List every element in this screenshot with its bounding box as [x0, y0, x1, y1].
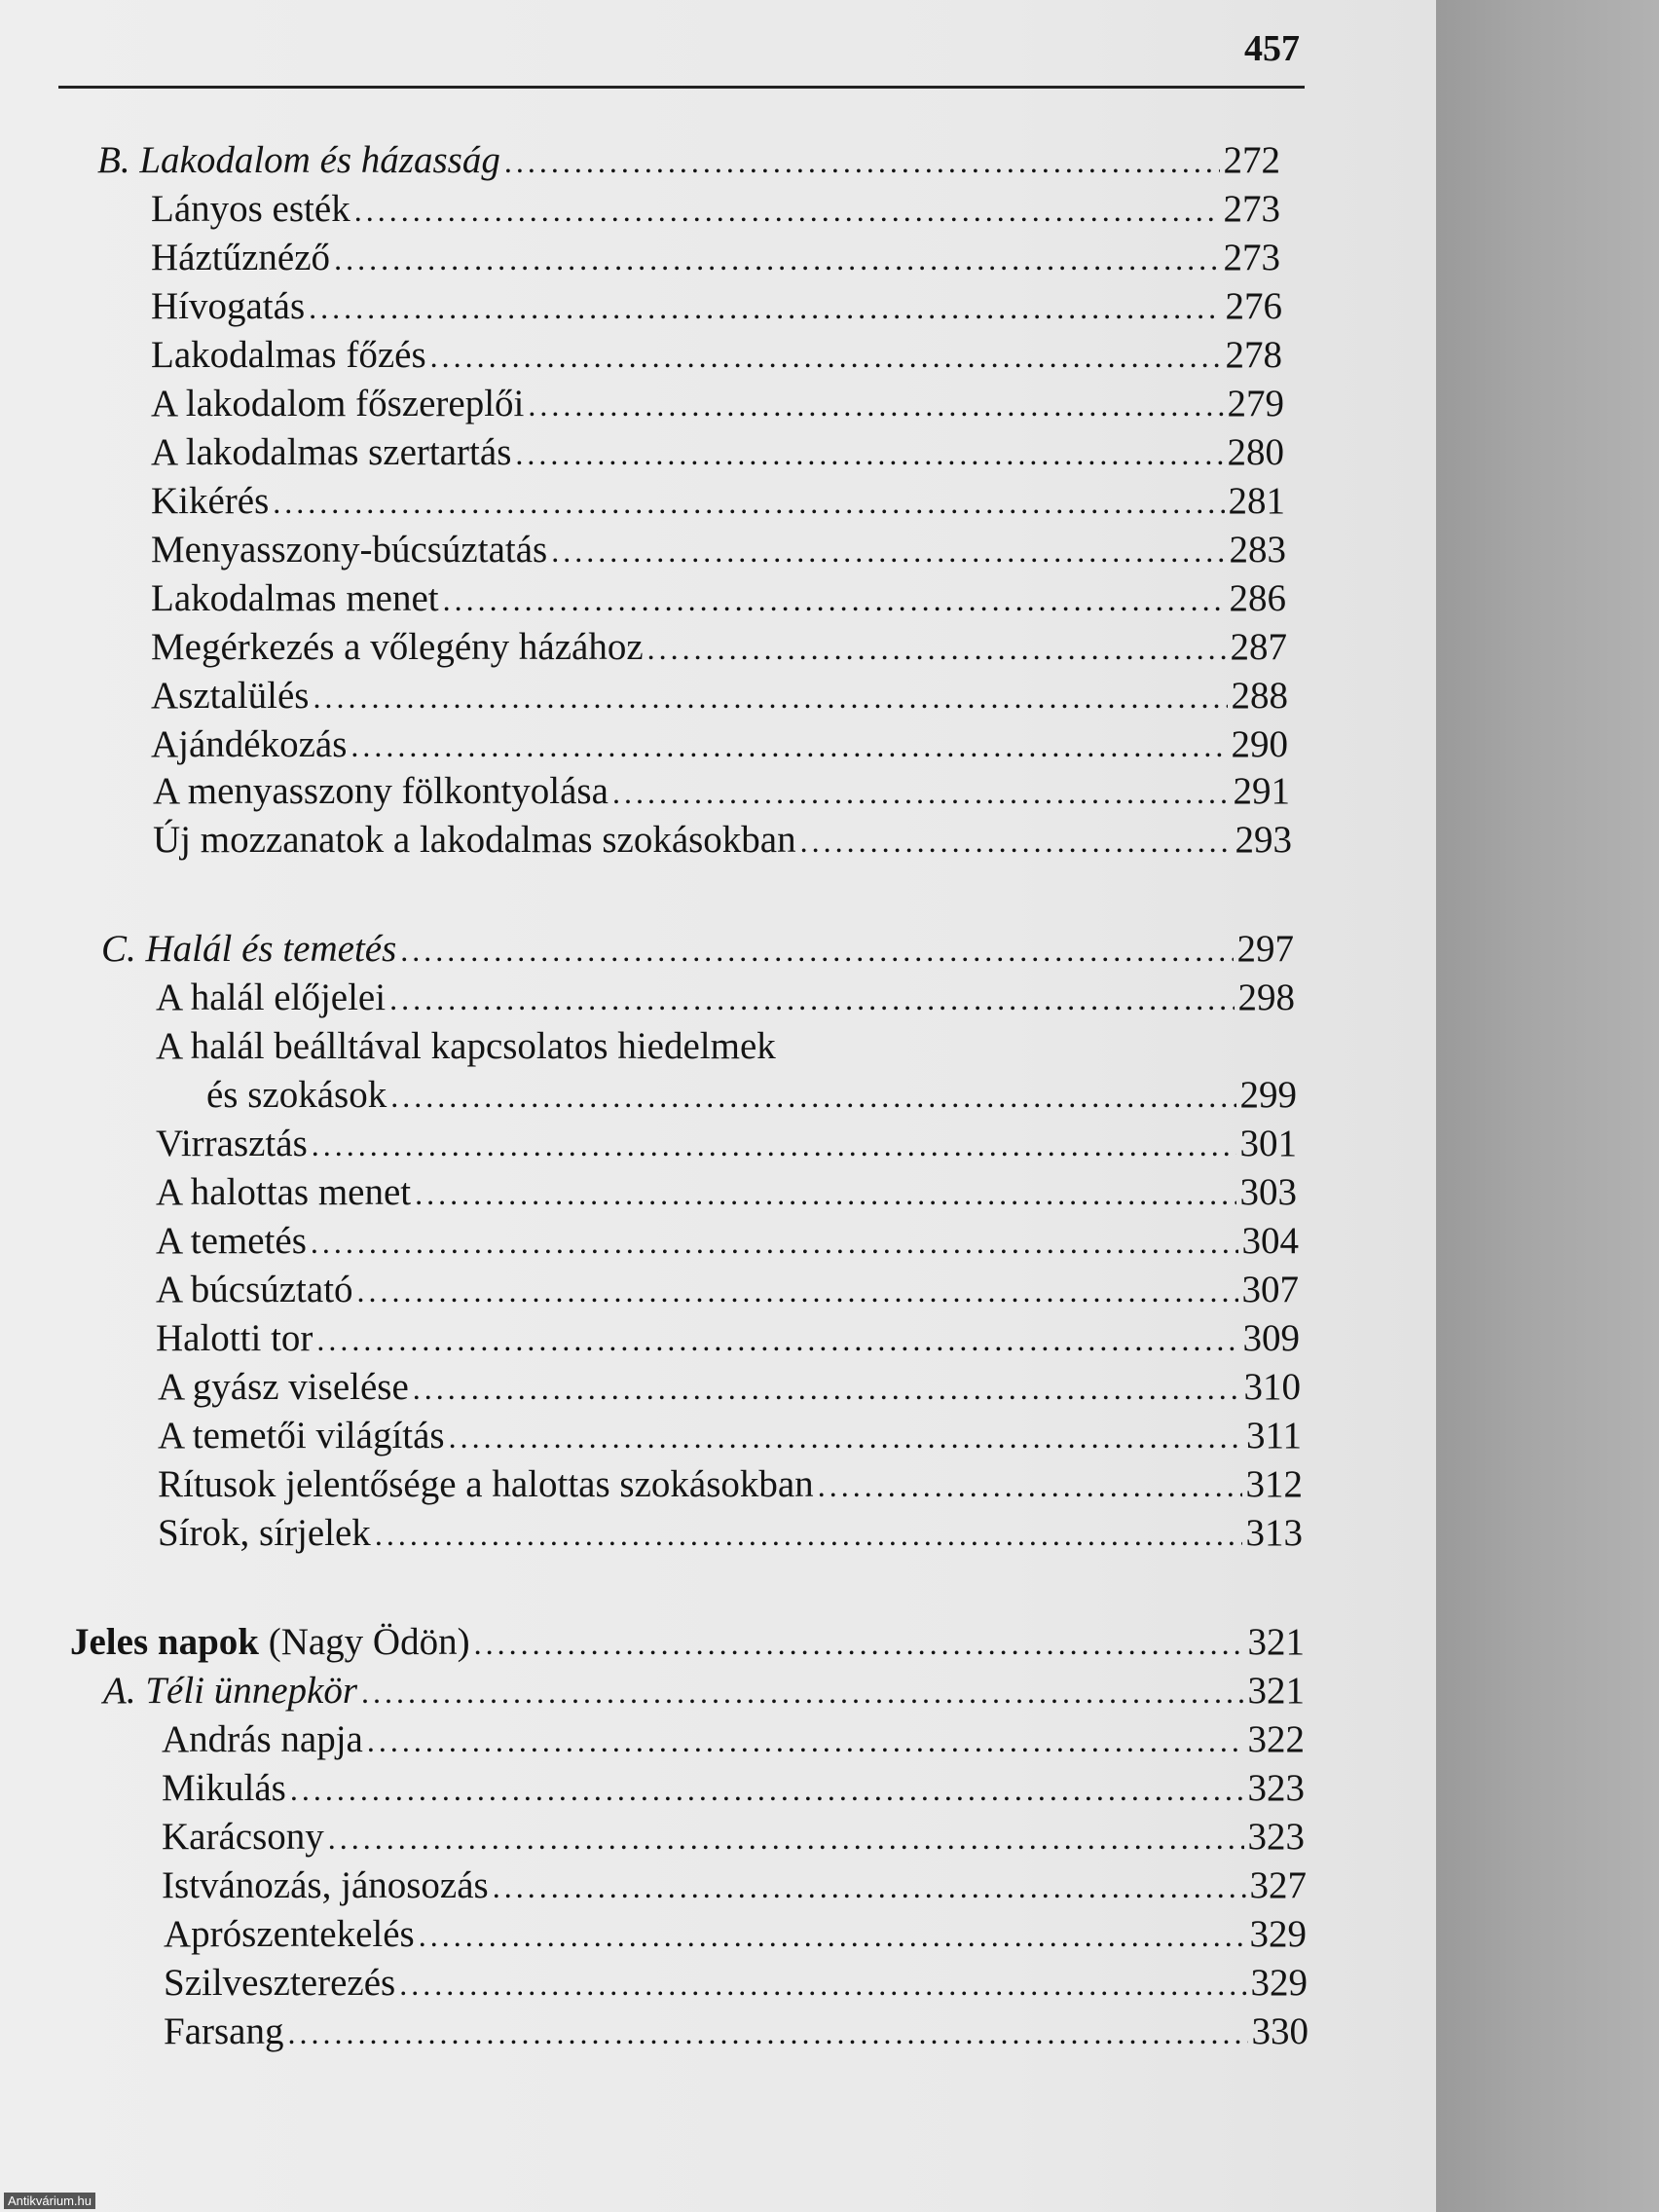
toc-entry: és szokások ..... 299: [206, 1071, 1297, 1120]
facing-page-edge: [1436, 0, 1659, 2212]
toc-chapter-heading: Jeles napok (Nagy Ödön) ..... 321: [70, 1618, 1305, 1667]
toc-entry: Lányos esték ..... 273: [151, 185, 1280, 234]
toc-entry: Sírok, sírjelek ..... 313: [158, 1509, 1303, 1558]
toc-entry: Lakodalmas főzés ..... 278: [151, 331, 1282, 380]
toc-entry: Halotti tor ..... 309: [156, 1314, 1300, 1363]
watermark: Antikvárium.hu: [4, 2193, 95, 2209]
toc-entry: Hívogatás ..... 276: [151, 282, 1282, 331]
toc-entry: A lakodalmas szertartás ..... 280: [151, 428, 1284, 477]
toc-entry: Rítusok jelentősége a halottas szokásokban ..... 312: [158, 1460, 1303, 1509]
header-rule: [58, 86, 1305, 89]
toc-entry: A lakodalom főszereplői ..... 279: [151, 380, 1284, 428]
toc-entry: Asztalülés ..... 288: [151, 672, 1288, 720]
toc-section-heading: C. Halál és temetés ..... 297: [101, 925, 1294, 974]
toc-entry: Menyasszony-búcsúztatás ..... 283: [151, 526, 1286, 574]
toc-entry: Aprószentekelés ..... 329: [164, 1910, 1307, 1959]
toc-entry: Virrasztás ..... 301: [156, 1120, 1297, 1168]
toc-entry: Háztűznéző ..... 273: [151, 234, 1280, 282]
toc-entry: Lakodalmas menet ..... 286: [151, 574, 1286, 623]
toc-entry: A halál előjelei ..... 298: [156, 974, 1295, 1022]
toc-entry: A halál beálltával kapcsolatos hiedelmek: [156, 1025, 776, 1067]
page-number: 457: [1244, 28, 1300, 69]
toc-entry: András napja ..... 322: [162, 1715, 1305, 1764]
toc-entry: Ajándékozás ..... 290: [151, 720, 1288, 769]
toc-entry: Kikérés ..... 281: [151, 477, 1285, 526]
toc-entry: Szilveszterezés ..... 329: [164, 1959, 1308, 2008]
toc-entry: A temetői világítás ..... 311: [158, 1412, 1302, 1460]
toc-entry: A menyasszony fölkontyolása ..... 291: [153, 767, 1290, 816]
toc-section-heading: B. Lakodalom és házasság ..... 272: [97, 136, 1280, 185]
toc-entry: A halottas menet ..... 303: [156, 1168, 1297, 1217]
toc-entry: A temetés ..... 304: [156, 1217, 1299, 1266]
toc-entry: Farsang ..... 330: [164, 2008, 1309, 2056]
toc-entry: Új mozzanatok a lakodalmas szokásokban ..... 293: [153, 816, 1292, 865]
toc-entry: A gyász viselése ..... 310: [158, 1363, 1301, 1412]
toc-entry: Karácsony ..... 323: [162, 1813, 1305, 1862]
toc-entry: Mikulás ..... 323: [162, 1764, 1305, 1813]
toc-entry: Megérkezés a vőlegény házához ..... 287: [151, 623, 1287, 672]
toc-entry: Istvánozás, jánosozás ..... 327: [162, 1862, 1307, 1910]
toc-entry: A búcsúztató ..... 307: [156, 1266, 1299, 1314]
toc-section-heading: A. Téli ünnepkör ..... 321: [103, 1667, 1305, 1715]
